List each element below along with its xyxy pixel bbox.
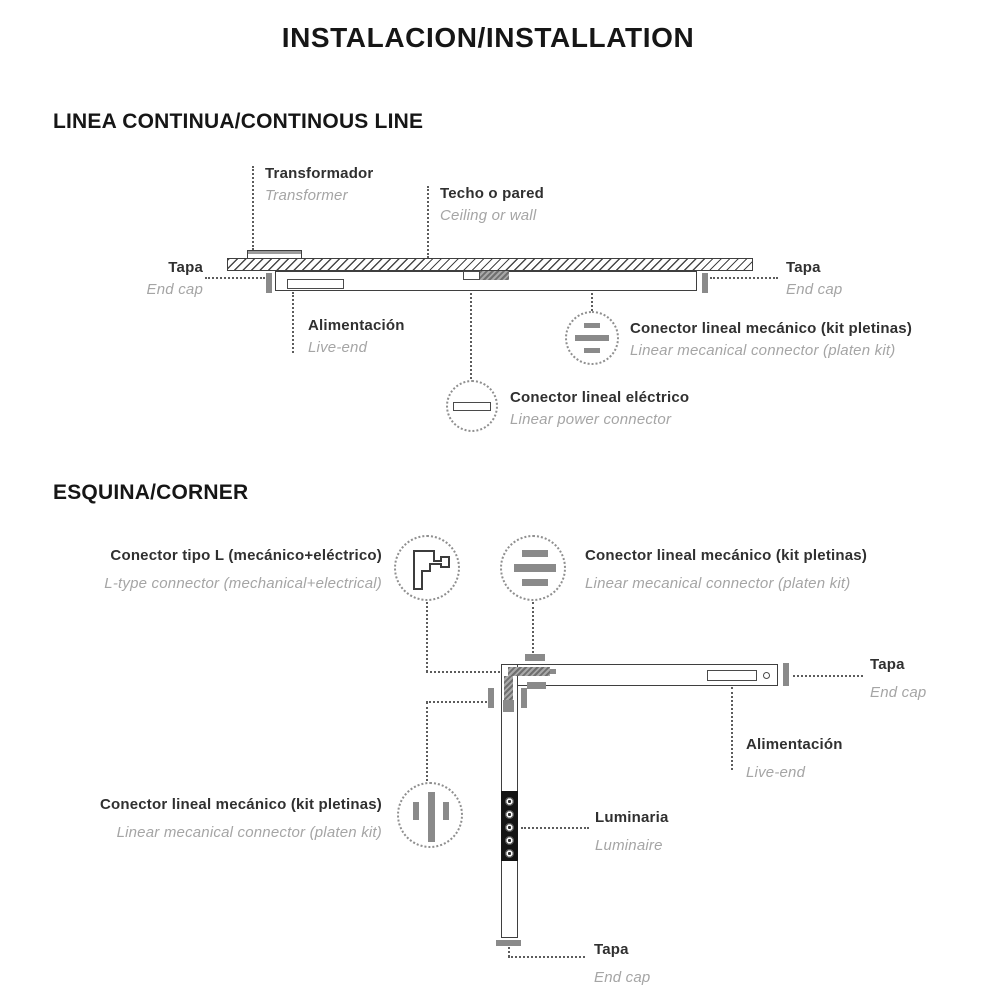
platen-above-corner: [525, 654, 545, 661]
leader-platen-kit-top: [532, 602, 534, 653]
leader-platen-kit-left-v: [426, 702, 428, 781]
platen-left-of-arm: [488, 688, 494, 708]
label-mechanical-connector-left: Conector lineal mecánico (kit pletinas) Linear mecanical connector (platen kit): [99, 796, 382, 841]
leader-end-cap-right: [710, 277, 778, 279]
power-connector-icon: [446, 380, 498, 432]
leader-l-connector-v: [426, 602, 428, 672]
section-heading-corner: ESQUINA/CORNER: [53, 481, 249, 504]
live-end-module-corner: [707, 670, 757, 681]
label-end-cap-corner-right: Tapa End cap: [870, 656, 927, 701]
section-heading-continuous-line: LINEA CONTINUA/CONTINOUS LINE: [53, 110, 424, 133]
label-transformer: Transformador Transformer: [265, 165, 374, 204]
corner-connector-foot: [503, 700, 514, 712]
leader-luminaire: [521, 827, 589, 829]
leader-transformer: [252, 166, 254, 250]
leader-live-end: [292, 292, 294, 353]
platen-kit-icon: [565, 311, 619, 365]
label-live-end: Alimentación Live-end: [308, 317, 405, 356]
label-l-connector: Conector tipo L (mecánico+eléctrico) L-type connector (mechanical+electrical): [104, 547, 382, 592]
platen-kit-icon-corner-top: [500, 535, 566, 601]
leader-ceiling: [427, 186, 429, 258]
label-end-cap-right: Tapa End cap: [786, 259, 843, 298]
live-end-module: [287, 279, 344, 289]
corner-connector-horizontal: [508, 667, 550, 676]
label-mechanical-connector: Conector lineal mecánico (kit pletinas) Linear mecanical connector (platen kit): [630, 320, 913, 359]
transformer-box: [247, 250, 302, 259]
leader-end-cap-left: [205, 277, 265, 279]
label-live-end-corner: Alimentación Live-end: [746, 736, 843, 781]
platen-right-of-arm: [521, 688, 527, 708]
live-end-knob: [763, 672, 770, 679]
platen-inside-corner: [527, 682, 546, 689]
label-ceiling-or-wall: Techo o pared Ceiling or wall: [440, 185, 545, 224]
end-cap-left-bar: [266, 273, 272, 293]
page-title: INSTALACION/INSTALLATION: [281, 22, 695, 53]
end-cap-right-bar: [702, 273, 708, 293]
leader-l-connector-h: [426, 671, 500, 673]
leader-end-cap-corner-right: [793, 675, 863, 677]
luminaire-module: [501, 791, 518, 861]
label-power-connector: Conector lineal eléctrico Linear power connector: [510, 389, 690, 428]
platen-kit-icon-corner-left: [397, 782, 463, 848]
label-mechanical-connector-top: Conector lineal mecánico (kit pletinas) Linear mecanical connector (platen kit): [585, 547, 868, 592]
end-cap-corner-right-bar: [783, 663, 789, 686]
l-connector-icon: [394, 535, 460, 601]
power-connector-on-track: [463, 271, 480, 280]
mechanical-connector-on-track: [480, 271, 509, 280]
l-connector-glyph: [408, 547, 452, 593]
leader-power-connector: [470, 281, 472, 379]
end-cap-bottom-bar: [496, 940, 521, 946]
leader-platen-kit-left-h: [426, 701, 487, 703]
label-end-cap-bottom: Tapa End cap: [594, 941, 651, 986]
label-luminaire: Luminaria Luminaire: [595, 809, 669, 854]
corner-connector-stub: [550, 669, 556, 674]
label-end-cap-left: Tapa End cap: [146, 259, 203, 298]
ceiling-bar: [227, 258, 753, 271]
leader-live-end-corner: [731, 687, 733, 770]
leader-end-cap-bottom-h: [508, 956, 585, 958]
